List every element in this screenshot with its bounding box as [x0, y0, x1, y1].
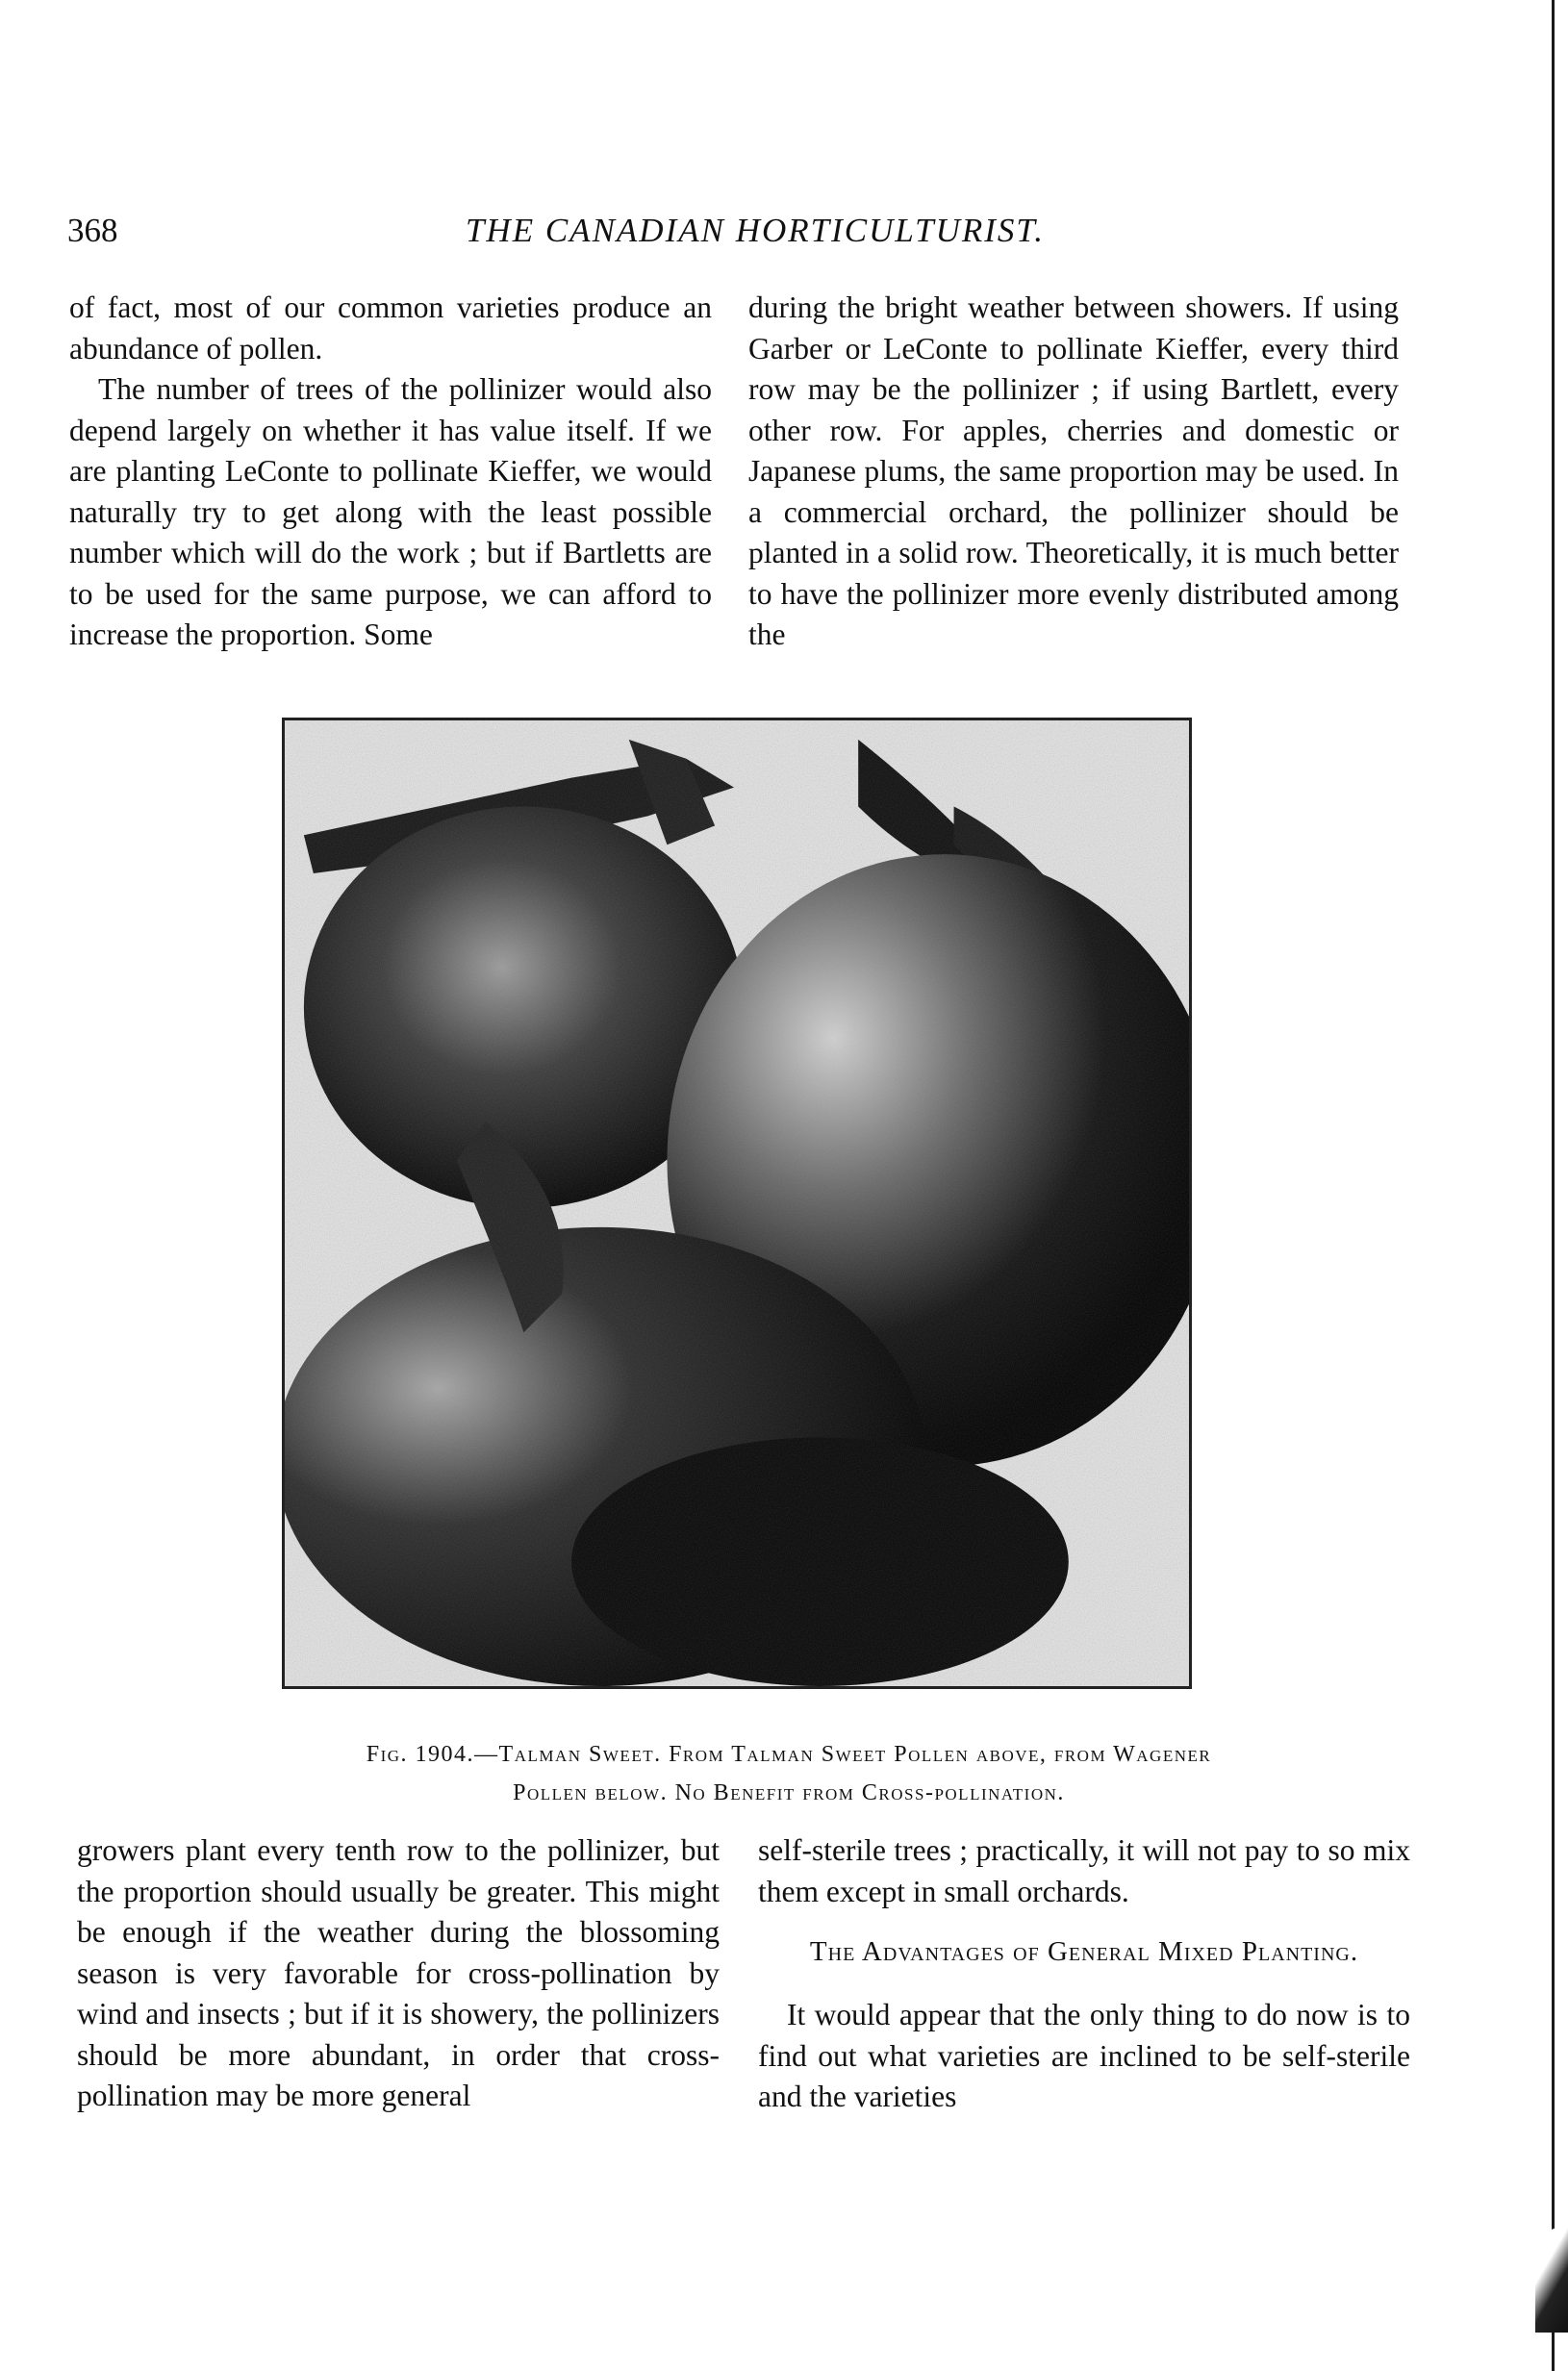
apples-photo-illustration	[285, 720, 1189, 1686]
paragraph: It would appear that the only thing to do now is to find out what varieties are inclined to be self-sterile and the varieties	[758, 1998, 1410, 2113]
column-bottom-right	[758, 1830, 1410, 2118]
figure-photo-talman-sweet-apples	[282, 718, 1192, 1689]
page-edge-line	[1552, 0, 1555, 2371]
section-heading: The Advantages of General Mixed Planting.	[809, 1936, 1359, 1967]
page-header	[67, 212, 1443, 260]
caption-line-1: Fig. 1904.—Talman Sweet. From Talman Sweet Pollen above, from Wagener	[366, 1742, 1212, 1767]
paragraph: The number of trees of the pollinizer would also depend largely on whether it has value itself. If we are planting LeConte to pollinate Kieffer, we would naturally try to get along with the least possible number which will do the work ; but if Bartletts are to be used for the same purpose, we can afford to increase the proportion. Some	[69, 372, 712, 651]
paragraph: during the bright weather between showers. If using Garber or LeConte to pollinate Kieffer, every third row may be the pollinizer ; if using Bartlett, every other row. For apples, cherries and domestic or Japanese plums, the same proportion may be used. In a commercial orchard, the pollinizer should be planted in a solid row. Theoretically, it is much better to have the pollinizer more evenly distributed among the	[748, 290, 1399, 651]
page-number: 368	[67, 212, 118, 249]
paragraph: of fact, most of our common varieties produce an abundance of pollen.	[69, 290, 712, 366]
paragraph: growers plant every tenth row to the pollinizer, but the proportion should usually be greater. This might be enough if the weather during the blossoming season is very favorable for cross-pollination by wind and insects ; but if it is showery, the pollinizers should be more abundant, in order that cross-pollination may be more general	[77, 1833, 720, 2112]
caption-line-2: Pollen below. No Benefit from Cross-pollination.	[513, 1780, 1065, 1805]
paragraph: self-sterile trees ; practically, it will not pay to so mix them except in small orchards.	[758, 1833, 1410, 1908]
page-curl	[1535, 2227, 1568, 2333]
column-bottom-left	[77, 1830, 720, 2117]
column-top-right	[748, 288, 1399, 656]
figure-caption	[173, 1735, 1404, 1812]
column-top-left	[69, 288, 712, 656]
running-title: THE CANADIAN HORTICULTURIST.	[465, 212, 1046, 249]
